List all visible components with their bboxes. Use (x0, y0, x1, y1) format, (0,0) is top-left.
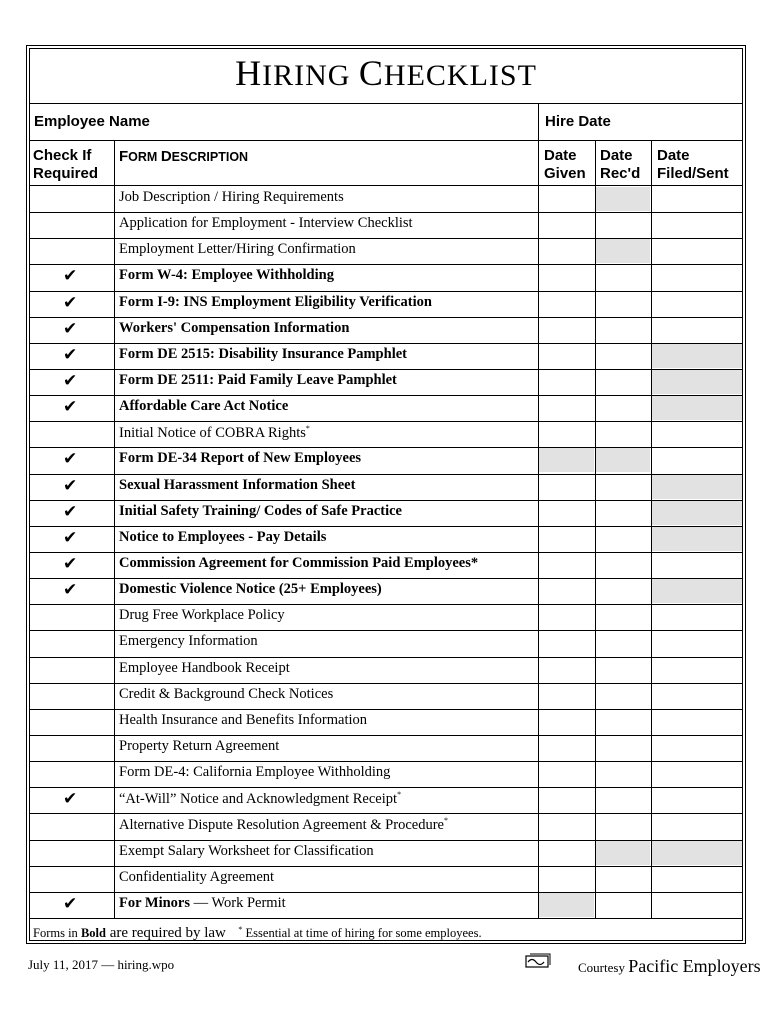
table-row (29, 709, 743, 735)
date-recd-cell[interactable] (596, 684, 650, 708)
date-filed-cell[interactable] (652, 710, 742, 734)
date-recd-cell[interactable] (596, 762, 650, 786)
date-given-cell[interactable] (539, 893, 594, 917)
brand-name: Pacific Employers (628, 956, 761, 976)
date-given-cell[interactable] (539, 265, 594, 289)
date-given-cell[interactable] (539, 579, 594, 603)
footer-date-file: July 11, 2017 — hiring.wpo (28, 957, 175, 972)
table-row (29, 421, 743, 447)
table-row (29, 604, 743, 630)
checkmark-icon: ✔ (63, 318, 78, 338)
date-recd-cell[interactable] (596, 501, 650, 525)
date-given-cell[interactable] (539, 344, 594, 368)
table-row (29, 447, 743, 473)
date-filed-label: Date Filed/Sent (657, 147, 729, 182)
date-given-cell[interactable] (539, 814, 594, 838)
table-row (29, 343, 743, 369)
date-given-cell[interactable] (539, 422, 594, 446)
table-row (29, 787, 743, 813)
date-recd-cell[interactable] (596, 370, 650, 394)
date-given-cell[interactable] (539, 527, 594, 551)
form-description: Affordable Care Act Notice (119, 398, 289, 415)
table-row (29, 395, 743, 421)
date-filed-cell[interactable] (652, 448, 742, 472)
checkmark-icon: ✔ (63, 292, 78, 312)
date-filed-cell[interactable] (652, 814, 742, 838)
form-description: Form DE-4: California Employee Withholding (119, 764, 391, 781)
form-description: Initial Notice of COBRA Rights* (119, 424, 310, 442)
date-filed-cell[interactable] (652, 475, 742, 499)
date-given-cell[interactable] (539, 631, 594, 655)
date-given-cell[interactable] (539, 762, 594, 786)
form-description: Application for Employment - Interview Checklist (119, 215, 413, 232)
date-recd-cell[interactable] (596, 579, 650, 603)
form-description: Employee Handbook Receipt (119, 659, 290, 676)
date-recd-cell[interactable] (596, 475, 650, 499)
date-recd-cell[interactable] (596, 631, 650, 655)
date-filed-cell[interactable] (652, 579, 742, 603)
date-recd-cell[interactable] (596, 658, 650, 682)
date-filed-cell[interactable] (652, 396, 742, 420)
form-description: “At-Will” Notice and Acknowledgment Receipt* (119, 790, 402, 808)
table-row (29, 552, 743, 578)
table-row (29, 735, 743, 761)
date-recd-cell[interactable] (596, 788, 650, 812)
table-row (29, 892, 743, 918)
date-recd-cell[interactable] (596, 396, 650, 420)
date-recd-cell[interactable] (596, 187, 650, 211)
check-if-required-label: Check If Required (33, 147, 99, 182)
checkmark-icon: ✔ (63, 501, 78, 521)
table-row (29, 761, 743, 787)
date-filed-cell[interactable] (652, 841, 742, 865)
table-row (29, 186, 743, 212)
date-recd-cell[interactable] (596, 893, 650, 917)
checkmark-icon: ✔ (63, 266, 78, 286)
table-row (29, 630, 743, 656)
column-divider (595, 140, 596, 918)
table-row (29, 866, 743, 892)
form-description: Form DE 2515: Disability Insurance Pamphlet (119, 345, 407, 362)
date-given-cell[interactable] (539, 841, 594, 865)
date-filed-cell[interactable] (652, 527, 742, 551)
form-description: Form W-4: Employee Withholding (119, 267, 334, 284)
date-recd-cell[interactable] (596, 213, 650, 237)
row-divider (29, 918, 743, 919)
table-row (29, 500, 743, 526)
wave-icon (525, 953, 551, 969)
date-given-cell[interactable] (539, 187, 594, 211)
checkmark-icon: ✔ (63, 580, 78, 600)
form-description: Workers' Compensation Information (119, 319, 350, 336)
table-row (29, 578, 743, 604)
table-row (29, 212, 743, 238)
date-given-cell[interactable] (539, 710, 594, 734)
date-filed-cell[interactable] (652, 605, 742, 629)
date-given-cell[interactable] (539, 684, 594, 708)
column-divider (538, 140, 539, 918)
checkmark-icon: ✔ (63, 475, 78, 495)
date-given-cell[interactable] (539, 736, 594, 760)
table-row (29, 474, 743, 500)
column-divider (651, 140, 652, 918)
form-description-label: FORM DESCRIPTION (119, 148, 249, 165)
date-filed-cell[interactable] (652, 187, 742, 211)
employee-name-label: Employee Name (34, 113, 150, 130)
table-row (29, 369, 743, 395)
table-row (29, 657, 743, 683)
date-recd-label: Date Rec'd (600, 147, 641, 182)
date-recd-cell[interactable] (596, 318, 650, 342)
date-recd-cell[interactable] (596, 344, 650, 368)
date-given-cell[interactable] (539, 318, 594, 342)
checkmark-icon: ✔ (63, 370, 78, 390)
form-description: Initial Safety Training/ Codes of Safe Practice (119, 502, 402, 519)
date-filed-cell[interactable] (652, 344, 742, 368)
header-mid-line (29, 140, 743, 141)
form-description: Exempt Salary Worksheet for Classification (119, 842, 374, 859)
date-given-cell[interactable] (539, 658, 594, 682)
form-description: Confidentiality Agreement (119, 868, 275, 885)
checkmark-icon: ✔ (63, 344, 78, 364)
form-description: Form DE-34 Report of New Employees (119, 450, 362, 467)
form-description: Form DE 2511: Paid Family Leave Pamphlet (119, 371, 397, 388)
date-given-cell[interactable] (539, 788, 594, 812)
page-title: HIRING CHECKLIST (235, 53, 537, 93)
hire-date-divider (538, 104, 539, 140)
form-description: Alternative Dispute Resolution Agreement & Procedure* (119, 816, 448, 834)
column-divider (114, 140, 115, 918)
form-description: Sexual Harassment Information Sheet (119, 476, 356, 493)
date-filed-cell[interactable] (652, 239, 742, 263)
date-filed-cell[interactable] (652, 553, 742, 577)
date-given-cell[interactable] (539, 292, 594, 316)
date-filed-cell[interactable] (652, 265, 742, 289)
date-given-label: Date Given (544, 147, 586, 182)
checkmark-icon: ✔ (63, 449, 78, 469)
date-given-cell[interactable] (539, 213, 594, 237)
header-top-line (29, 103, 743, 104)
form-description: Form I-9: INS Employment Eligibility Verification (119, 293, 432, 310)
date-filed-cell[interactable] (652, 893, 742, 917)
form-description: Health Insurance and Benefits Information (119, 711, 368, 728)
date-given-cell[interactable] (539, 448, 594, 472)
date-recd-cell[interactable] (596, 265, 650, 289)
date-filed-cell[interactable] (652, 684, 742, 708)
date-recd-cell[interactable] (596, 292, 650, 316)
form-description: For Minors — Work Permit (119, 894, 286, 911)
date-recd-cell[interactable] (596, 814, 650, 838)
date-filed-cell[interactable] (652, 788, 742, 812)
form-description: Drug Free Workplace Policy (119, 607, 285, 624)
form-description: Emergency Information (119, 633, 258, 650)
date-given-cell[interactable] (539, 501, 594, 525)
table-row (29, 238, 743, 264)
form-description: Commission Agreement for Commission Paid Employees* (119, 554, 479, 571)
form-description: Notice to Employees - Pay Details (119, 528, 327, 545)
date-recd-cell[interactable] (596, 841, 650, 865)
date-filed-cell[interactable] (652, 658, 742, 682)
date-filed-cell[interactable] (652, 762, 742, 786)
date-recd-cell[interactable] (596, 527, 650, 551)
date-given-cell[interactable] (539, 239, 594, 263)
checkmark-icon: ✔ (63, 527, 78, 547)
checkmark-icon: ✔ (63, 789, 78, 809)
date-given-cell[interactable] (539, 370, 594, 394)
hire-date-label: Hire Date (545, 113, 611, 130)
date-recd-cell[interactable] (596, 553, 650, 577)
form-description: Employment Letter/Hiring Confirmation (119, 241, 356, 258)
date-recd-cell[interactable] (596, 605, 650, 629)
table-row (29, 683, 743, 709)
checkmark-icon: ✔ (63, 893, 78, 913)
date-filed-cell[interactable] (652, 736, 742, 760)
checkmark-icon: ✔ (63, 553, 78, 573)
table-row (29, 291, 743, 317)
date-filed-cell[interactable] (652, 867, 742, 891)
form-description: Credit & Background Check Notices (119, 685, 334, 702)
date-filed-cell[interactable] (652, 631, 742, 655)
footnote: Forms in Bold are required by law * Essential at time of hiring for some employees. (33, 925, 482, 942)
date-recd-cell[interactable] (596, 422, 650, 446)
form-description: Domestic Violence Notice (25+ Employees) (119, 581, 382, 598)
table-row (29, 813, 743, 839)
date-recd-cell[interactable] (596, 867, 650, 891)
date-given-cell[interactable] (539, 475, 594, 499)
date-given-cell[interactable] (539, 605, 594, 629)
date-recd-cell[interactable] (596, 239, 650, 263)
table-row (29, 264, 743, 290)
footer-courtesy: Courtesy Pacific Employers (578, 956, 761, 976)
table-row (29, 840, 743, 866)
checkmark-icon: ✔ (63, 397, 78, 417)
date-filed-cell[interactable] (652, 422, 742, 446)
date-filed-cell[interactable] (652, 318, 742, 342)
table-row (29, 317, 743, 343)
form-description: Job Description / Hiring Requirements (119, 189, 344, 205)
date-given-cell[interactable] (539, 867, 594, 891)
date-filed-cell[interactable] (652, 292, 742, 316)
table-row (29, 526, 743, 552)
date-filed-cell[interactable] (652, 370, 742, 394)
date-given-cell[interactable] (539, 553, 594, 577)
date-recd-cell[interactable] (596, 710, 650, 734)
date-filed-cell[interactable] (652, 213, 742, 237)
date-recd-cell[interactable] (596, 736, 650, 760)
date-given-cell[interactable] (539, 396, 594, 420)
date-filed-cell[interactable] (652, 501, 742, 525)
date-recd-cell[interactable] (596, 448, 650, 472)
form-description: Property Return Agreement (119, 737, 280, 754)
